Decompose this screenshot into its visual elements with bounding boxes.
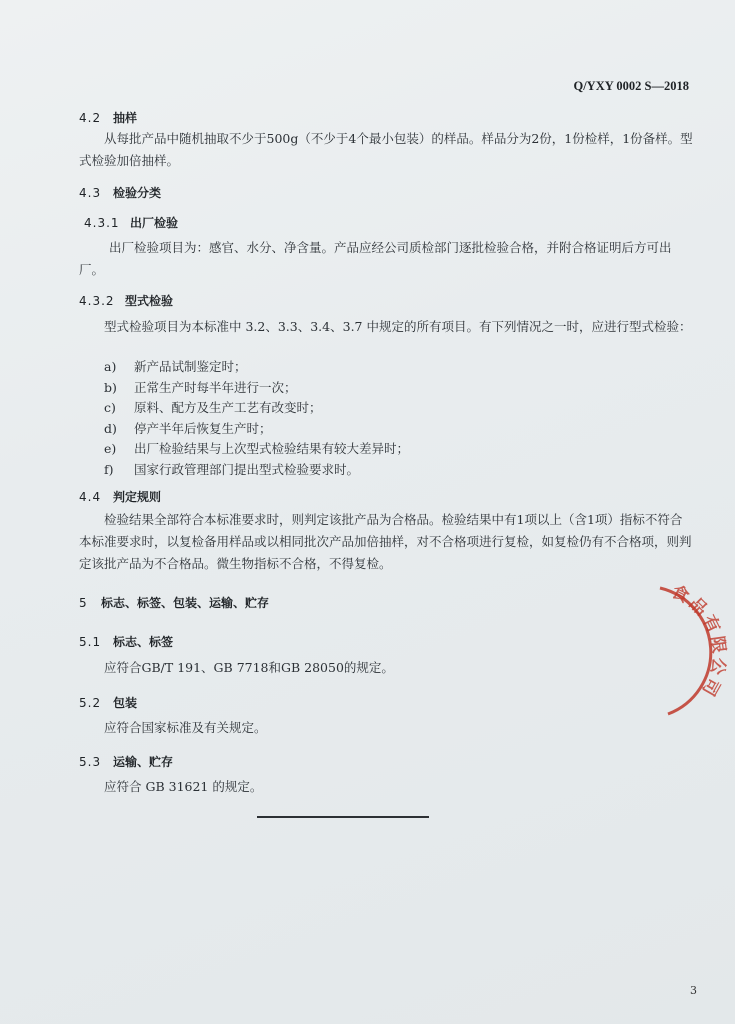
section-title: 型式检验	[125, 294, 174, 308]
heading-5-1	[79, 633, 173, 650]
list-item: e) 出厂检验结果与上次型式检验结果有较大差异时；	[104, 441, 410, 456]
section-title: 标志、标签	[113, 635, 174, 649]
heading-5-3	[79, 753, 173, 770]
list-item: b) 正常生产时每半年进行一次；	[104, 379, 297, 395]
list-item: a) 新产品试制鉴定时；	[104, 359, 247, 374]
heading-4-3-1	[84, 214, 178, 231]
company-seal	[630, 584, 735, 728]
paragraph-5-1	[79, 657, 693, 679]
paragraph-text: 型式检验项目为本标准中 3.2、3.3、3.4、3.7 中规定的所有项目。有下列情况之一时，应进行型式检验：	[104, 319, 692, 334]
heading-4-3	[79, 184, 161, 201]
paragraph-4-4	[79, 509, 693, 575]
inspection-conditions-list	[104, 357, 409, 480]
section-number: 4.2	[79, 111, 102, 125]
section-number: 4.3	[79, 186, 102, 200]
page-number: 3	[690, 984, 697, 997]
section-title: 抽样	[113, 111, 138, 125]
section-number: 5	[79, 596, 88, 610]
list-item: c) 原料、配方及生产工艺有改变时；	[104, 400, 322, 415]
section-title: 出厂检验	[130, 216, 179, 230]
section-number: 4.3.2	[79, 294, 115, 308]
list-item: d) 停产半年后恢复生产时；	[104, 420, 272, 436]
section-title: 包装	[113, 696, 138, 710]
paragraph-4-3-2	[79, 316, 693, 338]
section-title: 标志、标签、包装、运输、贮存	[101, 596, 270, 610]
section-title: 运输、贮存	[113, 755, 174, 769]
paragraph-text: 应符合GB/T 191、GB 7718和GB 28050的规定。	[104, 660, 394, 675]
section-number: 5.3	[79, 755, 102, 769]
section-number: 4.4	[79, 490, 102, 504]
section-number: 4.3.1	[84, 216, 120, 230]
section-number: 5.1	[79, 635, 102, 649]
list-item: f) 国家行政管理部门提出型式检验要求时。	[104, 461, 360, 477]
paragraph-5-2	[79, 717, 693, 739]
svg-text:食品有限公司	[668, 584, 729, 702]
heading-4-3-2	[79, 292, 173, 309]
heading-5-2	[79, 694, 137, 711]
document-code: Q/YXY 0002 S—2018	[573, 79, 689, 93]
seal-text: 食品有限公司	[668, 584, 730, 702]
paragraph-text: 检验结果全部符合本标准要求时，则判定该批产品为合格品。检验结果中有1项以上（含1项）指标不符合本标准要求时，以复检备用样品或以相同批次产品加倍抽样，对不合格项进行复检，如复检仍有不合格项，则判定该批产品为不合格品。微生物指标不合格，不得复检。	[79, 512, 692, 571]
heading-5	[79, 594, 269, 611]
paragraph-text: 出厂检验项目为：感官、水分、净含量。产品应经公司质检部门逐批检验合格，并附合格证明后方可出厂。	[79, 240, 672, 277]
paragraph-5-3	[79, 776, 693, 798]
end-rule	[257, 816, 429, 818]
section-number: 5.2	[79, 696, 102, 710]
section-title: 判定规则	[113, 490, 162, 504]
paragraph-text: 应符合 GB 31621 的规定。	[104, 779, 263, 794]
paragraph-text: 从每批产品中随机抽取不少于500g（不少于4个最小包装）的样品。样品分为2份，1份检样，1份备样。型式检验加倍抽样。	[79, 131, 693, 168]
seal-stamp-icon	[630, 584, 735, 724]
heading-4-4	[79, 488, 161, 505]
heading-4-2	[79, 109, 137, 126]
paragraph-4-2	[79, 128, 693, 172]
paragraph-text: 应符合国家标准及有关规定。	[104, 720, 267, 735]
section-title: 检验分类	[113, 186, 162, 200]
paragraph-4-3-1	[79, 237, 693, 281]
